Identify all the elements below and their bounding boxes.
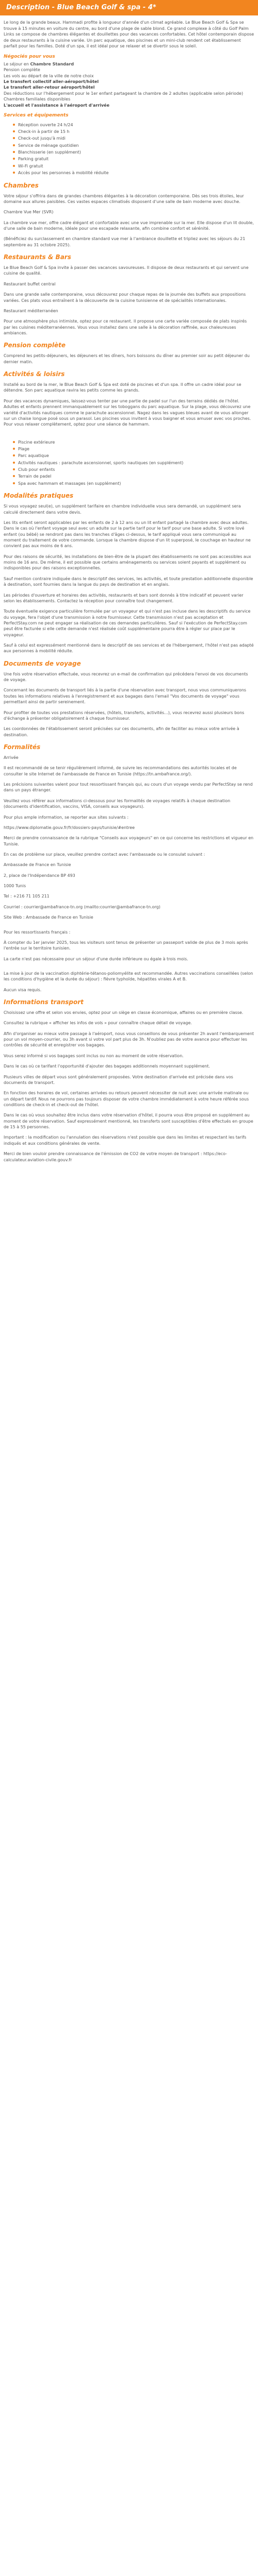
- formalites-p9: 2, place de l'Indépendance BP 493: [4, 873, 75, 878]
- restaurants-p4: Restaurant méditerranéen: [4, 308, 58, 313]
- list-item-text: Réception ouverte 24 h/24: [18, 122, 73, 127]
- restaurants-p2: Restaurant buffet central: [4, 281, 56, 286]
- formalites-p10: 1000 Tunis: [4, 884, 26, 889]
- list-item-text: Spa avec hammam et massages (en supplément): [18, 481, 121, 486]
- content: [0, 20, 258, 1162]
- transport-p6: Plusieurs villes de départ vous sont généralement proposées. Votre destination d'arrivée est précisée dans vos documents de transport.: [4, 1074, 233, 1085]
- bullet-icon: [13, 165, 15, 167]
- list-item-text: Parc aquatique: [18, 453, 49, 459]
- formalites-p13: Site Web : Ambassade de France en Tunisie: [4, 915, 93, 920]
- list-item: [13, 122, 254, 128]
- negocies-block: [4, 61, 254, 108]
- transport-title: Informations transport: [4, 998, 84, 1006]
- formalites-p6: Merci de prendre connaissance de la rubrique "Conseils aux voyageurs" en ce qui concerne les restrictions et vigueur en Tunisie.: [4, 836, 254, 846]
- bullet-icon: [13, 130, 15, 132]
- formalites-title: Formalités: [4, 743, 41, 751]
- modalites-p4: Sauf mention contraire indiquée dans le descriptif des services, les activités, et toute prestation additionnelle disponible à destination, sont fournies dans la langue du pays de destination et en anglais.: [4, 576, 253, 587]
- negocies-line-1: [4, 61, 254, 67]
- formalites-p5: https://www.diplomatie.gouv.fr/fr/dossiers-pays/tunisie/#entree: [4, 825, 135, 830]
- documents-p3: Pour profiter de toutes vos prestations réservées, (hôtels, transferts, activités...), vous recevrez aussi plusieurs bons d'échange à présenter obligatoirement à chaque fournisseur.: [4, 710, 245, 721]
- transport-p2: Consultez la rubrique « afficher les infos de vols » pour connaître chaque détail de voyage.: [4, 1021, 192, 1026]
- formalites-p8: Ambassade de France en Tunisie: [4, 862, 71, 868]
- list-item: [13, 467, 254, 472]
- spacer: [4, 967, 254, 971]
- modalites-p3: Pour des raisons de sécurité, les installations de bien-être de la plupart des établissements ne sont pas accessibles aux moins de 16 ans. De même, il est possible que certains aménagements ou services soient payants et supplément ou indisponibles pour des raisons exceptionnelles.: [4, 554, 251, 571]
- list-item-text: Activités nautiques : parachute ascensionnel, sports nautiques (en supplément): [18, 460, 184, 465]
- modalites-p5: Les périodes d'ouverture et horaires des activités, restaurants et bars sont donnés à titre indicatif et peuvent varier selon les établissements. Contactez la réception pour connaître tout changement.: [4, 592, 244, 603]
- chambres-p1: Votre séjour s'offrira dans de grandes chambres élégantes à la décoration contemporaine. Dès ses trois étoiles, leur domaine aux allures paisibles. Ces vastes espaces climatisés disposent d'une salle de bain moderne avec douche.: [4, 193, 244, 204]
- list-item: [13, 446, 254, 452]
- negocies-line-7: Chambres familiales disponibles: [4, 97, 71, 102]
- formalites-p3: Veuillez vous référer aux informations ci-dessous pour les formalités de voyages relatifs à chaque destination (documents d'identification, vaccins, VISA, conseils aux voyageurs).: [4, 798, 231, 809]
- negocies-line-3: Les vols au départ de la ville de notre choix: [4, 73, 94, 78]
- transport-p1: Choisissez une offre et selon vos envies, optez pour un siège en classe économique, affaires ou en première classe.: [4, 1010, 244, 1015]
- chambres-p3: La chambre vue mer, offre cadre élégant et confortable avec une vue imprenable sur la mer. Elle dispose d'un lit double, d'une salle de bain moderne, idéale pour une escapade relaxante, afin combine confort et sérénité.: [4, 220, 254, 231]
- formalites-p0: Arrivée: [4, 755, 19, 760]
- formalites-p2: Les précisions suivantes valent pour tout ressortissant français qui, au cours d'un voyage vendu par PerfectStay se rend dans un pays étranger.: [4, 782, 253, 793]
- list-item-text: Wi-Fi gratuit: [18, 163, 43, 168]
- modalites-p1: Si vous voyagez seul(e), un supplément tarifaire en chambre individuelle vous sera demandé, un supplément sera calculé directement dans votre devis.: [4, 504, 241, 515]
- list-item: [13, 135, 254, 141]
- list-item: [13, 453, 254, 459]
- bullet-icon: [13, 448, 15, 450]
- negocies-line-2: Pension complète: [4, 67, 40, 73]
- list-item: [13, 156, 254, 162]
- formalites-p7: En cas de problème sur place, veuillez prendre contact avec l'ambassade ou le consulat suivant :: [4, 852, 205, 857]
- page-title-text: Description - Blue Beach Golf & spa - 4*: [6, 4, 156, 11]
- list-item: [13, 473, 254, 479]
- negocies-line-5: Le transfert aller-retour aéroport/hôtel: [4, 85, 95, 90]
- activites-p1: Installé au bord de la mer, le Blue Beach Golf & Spa est doté de piscines et d'un spa. Il offre un cadre idéal pour se détendre. Son parc aquatique ravira les petits comme les grands.: [4, 382, 241, 393]
- services-title: Services et équipements: [4, 112, 69, 118]
- bullet-icon: [13, 124, 15, 126]
- bullet-icon: [13, 137, 15, 139]
- negocies-line-1-bold: Chambre Standard: [30, 62, 74, 67]
- pension-title: Pension complète: [4, 342, 66, 349]
- list-item-text: Terrain de padel: [18, 474, 52, 479]
- negocies-line-6: Des réductions sur l'hébergement pour le 1er enfant partageant la chambre de 2 adultes (applicable selon période): [4, 91, 244, 96]
- intro-paragraph: Le long de la grande beaux. Hammadi profite à longueur d'année d'un climat agréable. Le Blue Beach Golf & Spa se trouve à 15 minutes en voiture du centre, au bord d'une plage de sable blond. Ce grand complexe à côté du Golf Palm Links se compose de chambres élégantes et douillettes pour des vacances confortables. Cet hôtel contemporain dispose de deux restaurants à la cuisine variée. Un parc aquatique, des piscines et un mini-club rendent cet établissement parfait pour les familles. Doté d'un spa, il est idéal pour se relaxer et se divertir sous le soleil.: [4, 20, 254, 48]
- negocies-title: Négociés pour vous: [4, 54, 55, 60]
- formalites-p17: La mise à jour de la vaccination diphtérie-tétanos-poliomyélite est recommandée. Autres vaccinations conseillées (selon les conditions d'hygiène et la durée du séjour) : fièvre typhoïde, hépatites virales A et B.: [4, 971, 253, 982]
- formalites-p1: Il est recommandé de se tenir régulièrement informé, de suivre les recommandations des autorités locales et de consulter le site Internet de l'ambassade de France en Tunisie (https://tn.ambafrance.org/).: [4, 766, 237, 776]
- modalites-p2: Les lits enfant seront applicables par les enfants de 2 à 12 ans ou un lit enfant partagé la chambre avec deux adultes. Dans le cas où l'enfant voyage seul avec un adulte sur la partie tarif pour le tarif pour une base adulte. Si votre lové enfant (ou bébé) se rendront pas dans les tranches d'âges ci-dessus, le tarif appliqué vous sera communiqué au moment du traitement de votre commande. Lorsque la chambre dispose d'un lit superposé, le couchage en hauteur ne convient pas aux moins de 6 ans.: [4, 520, 251, 549]
- bullet-icon: [13, 475, 15, 477]
- formalites-p16: La carte n'est pas nécessaire pour un séjour d'une durée inférieure ou égale à trois mois.: [4, 956, 188, 961]
- negocies-line-4: Le transfert collectif aller-aéroport/hôtel: [4, 79, 99, 84]
- formalites-p4: Pour plus ample information, se reporter aux sites suivants :: [4, 815, 129, 820]
- restaurants-p3: Dans une grande salle contemporaine, vous découvrez pour chaque repas de la journée des buffets aux propositions variées. Ces plats vous entraînent à la découverte de la cuisine tunisienne et de spécialités internationales.: [4, 292, 246, 303]
- formalites-p12: Courriel : courrier@ambafrance-tn.org (mailto:courrier@ambafrance-tn.org): [4, 904, 160, 909]
- bullet-icon: [13, 454, 15, 456]
- activites-title: Activités & loisirs: [4, 370, 65, 378]
- bullet-icon: [13, 441, 15, 443]
- documents-p4: Les coordonnées de l'établissement seront précisées sur ces documents, afin de faciliter au mieux votre arrivée à destination.: [4, 726, 239, 737]
- list-item: [13, 149, 254, 155]
- list-item-text: Check-in à partir de 15 h: [18, 129, 70, 134]
- list-item-text: Club pour enfants: [18, 467, 55, 472]
- bullet-icon: [13, 172, 15, 174]
- formalites-p18: Aucun visa requis.: [4, 987, 42, 992]
- bullet-icon: [13, 151, 15, 153]
- list-item-text: Parking gratuit: [18, 157, 49, 162]
- list-item: [13, 143, 254, 148]
- restaurants-p5: Pour une atmosphère plus intimiste, optez pour ce restaurant. Il propose une carte variée composée de plats inspirés par les cuisines méditerranéennes. Vous vous installez dans une salle à la décoration raffinée, aux chaleureuses ambiances.: [4, 319, 247, 335]
- transport-p10: Merci de bien vouloir prendre connaissance de l'émission de CO2 de votre moyen de transport : https://eco-calculateur.aviation-civile.gouv.fr: [4, 1151, 228, 1162]
- bullet-icon: [13, 468, 15, 470]
- services-list: [4, 122, 254, 176]
- page-title: [0, 0, 258, 15]
- pension-p1: Comprend les petits-déjeuners, les déjeuners et les dîners, hors boissons du dîner au premier soir au petit déjeuner du dernier matin.: [4, 353, 250, 364]
- list-item: [13, 170, 254, 176]
- transport-p9: Important : la modification ou l'annulation des réservations n'est possible que dans les limites et respectant les tarifs indiqués et aux conditions générales de vente.: [4, 1135, 247, 1146]
- page: [0, 0, 258, 1163]
- negocies-line-1-prefix: Le séjour en: [4, 62, 30, 67]
- list-item-text: Piscine extérieure: [18, 439, 55, 445]
- chambres-p2: Chambre Vue Mer (SVR): [4, 210, 54, 215]
- formalites-p15: À compter du 1er janvier 2025, tous les visiteurs sont tenus de présenter un passeport valide de plus de 3 mois après l'entrée sur le territoire tunisien.: [4, 940, 248, 951]
- transport-p3: Afin d'organiser au mieux votre passage à l'aéroport, nous vous conseillons de vous présenter 2h avant l'embarquement pour un vol moyen-courrier, ou 3h avant si votre vol part plus de 3h. N'oubliez pas de votre avance pour effectuer les contrôles de sécurité et enregistrer vos bagages.: [4, 1031, 254, 1048]
- activites-list: [4, 439, 254, 487]
- documents-title: Documents de voyage: [4, 659, 81, 667]
- documents-p1: Une fois votre réservation effectuée, vous recevrez un e-mail de confirmation qui précédera l'envoi de vos documents de voyage.: [4, 671, 248, 683]
- bullet-icon: [13, 144, 15, 146]
- chambres-p4: (Bénéficiez du surclassement en chambre standard vue mer à l'ambiance douillette et tripliez avec les séjours du 21 septembre au 31 octobre 2025).: [4, 236, 246, 247]
- activites-p2: Pour des vacances dynamiques, laissez-vous tenter par une partie de padel sur l'un des terrains dédiés de l'hôtel. Adultes et enfants prennent immanquablement sur les toboggans du parc aquatique. Sur la plage, vous découvrez une variété d'activités nautiques comme le parachute ascensionnel. Nagez dans les vagues bleues avant de vous allonger sur un chaise longue posé sous un parasol. Les piscines vous invitent à vous baigner et vous amuser avec vos proches. Pour vous relaxer complètement, optez pour une séance de hammam.: [4, 398, 251, 427]
- transport-p5: Dans le cas où ce tarifant l'opportunité d'ajouter des bagages additionnels moyennant supplément.: [4, 1064, 211, 1069]
- restaurants-p1: Le Blue Beach Golf & Spa invite à passer des vacances savoureuses. Il dispose de deux restaurants et qui servent une cuisine de qualité.: [4, 265, 249, 276]
- chambres-title: Chambres: [4, 181, 39, 189]
- spacer: [4, 925, 254, 929]
- list-item-text: Accès pour les personnes à mobilité réduite: [18, 171, 109, 176]
- modalites-title: Modalités pratiques: [4, 492, 74, 500]
- list-item-text: Blanchisserie (en supplément): [18, 150, 81, 155]
- list-item: [13, 460, 254, 466]
- list-item: [13, 163, 254, 169]
- negocies-line-8: L'accueil et l'assistance à l'aéroport d'arrivée: [4, 103, 110, 108]
- list-item-text: Check-out jusqu'à midi: [18, 136, 66, 141]
- bullet-icon: [13, 158, 15, 160]
- transport-p4: Vous serez informé si vos bagages sont inclus ou non au moment de votre réservation.: [4, 1053, 184, 1058]
- list-item-text: Plage: [18, 447, 29, 451]
- transport-p7: En fonction des horaires de vol, certaines arrivées ou retours peuvent nécessiter de nuit avec une arrivée matinale ou un départ tardif. Nous ne pourrons pas toujours disposer de votre chambre immédiatement à votre heure référée sous conditions de check-in et check-out de l'hôtel.: [4, 1091, 249, 1107]
- documents-p2: Concernant les documents de transport liés à la partie d'une réservation avec transport, nous vous communiquerons toutes les informations relatives à l'enregistrement et aux bagages dans l'email "Vos documents de voyage" vous permettant ainsi de partir sereinement.: [4, 688, 247, 705]
- list-item: [13, 439, 254, 445]
- list-item: [13, 481, 254, 486]
- formalites-p11: Tel : +216 71 105 211: [4, 894, 50, 899]
- bullet-icon: [13, 482, 15, 484]
- spacer: [4, 432, 254, 436]
- modalites-p6: Toute éventuelle exigence particulière formulée par un voyageur et qui n'est pas incluse dans les descriptifs du service du voyage, fera l'objet d'une transmission à notre fournisseur. Cette transmission n'est pas acceptation et PerfectStay.com ne peut engager sa réalisation de ces demandes particulières. Sauf si l'exécution de PerfectStay.com peut être facturée si elle cette demande n'est réalisée coût supplémentaire pourra être à régler sur place par le voyageur.: [4, 609, 251, 637]
- list-item: [13, 129, 254, 134]
- restaurants-title: Restaurants & Bars: [4, 253, 71, 261]
- formalites-p14: Pour les ressortissants français :: [4, 929, 71, 935]
- transport-p8: Dans le cas où vous souhaitez être inclus dans votre réservation d'hôtel, il pourra vous être proposé en supplément au moment de votre réservation. Sauf expressément mentionné, les transferts sont susceptibles d'être effectués en groupe de 15 à 55 personnes.: [4, 1113, 253, 1130]
- bullet-icon: [13, 462, 15, 464]
- modalites-p7: Sauf à celui est expressément mentionné dans le descriptif de ses services et de l'hébergement, l'hôtel n'est pas adapté aux personnes à mobilité réduite.: [4, 643, 254, 654]
- list-item-text: Service de ménage quotidien: [18, 143, 79, 148]
